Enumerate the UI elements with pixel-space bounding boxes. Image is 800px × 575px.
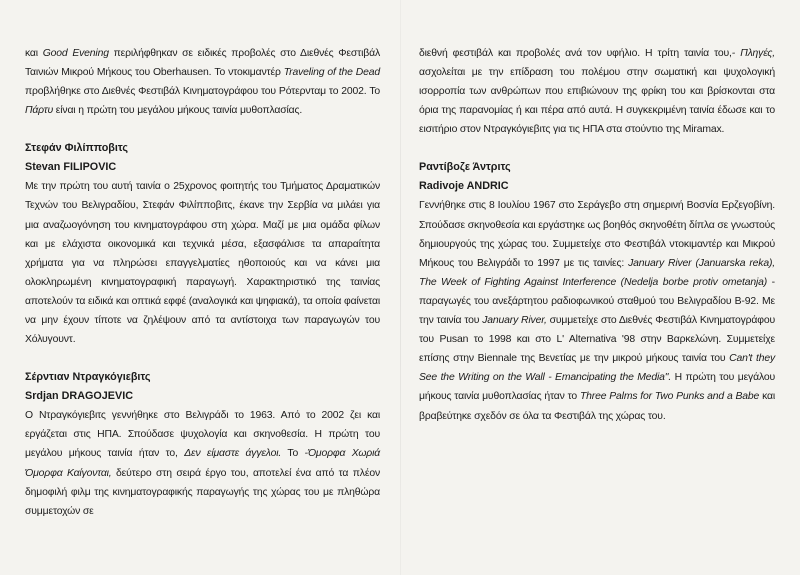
andric-name-latin: Radivoje ANDRIC: [419, 180, 509, 193]
andric-bio: Γεννήθηκε στις 8 Ιουλίου 1967 στο Σεράγεβο στη σημερινή Βοσνία Ερζεγοβίνη. Σπούδασε σκηνοθεσία και εργάστηκε ως βοηθός σκηνοθέτη δίπλα σε γνωστούς δημιουργούς της χώρας του. Συμμετείχε στο Φεστιβάλ ντοκιμαντέρ και Μικρού Μήκους του Βελιγράδι το 1997 με τις ταινίες: January River (Januarska reka), The Week of Fighting Against Interference (Nedelja borbe protiv ometanja) - παραγωγές του ανεξάρτητου ραδιοφωνικού σταθμού του Βελιγραδίου B-92. Με την ταινία του January River, συμμετείχε στο Διεθνές Φεστιβάλ Κινηματογράφου του Pusan το 1998 και στο L' Alternativa '98 στην Βαρκελώνη. Συμμετείχε επίσης στην Biennale της Βενετίας με την μικρού μήκους ταινία του Can't they See the Writing on the Wall - Emancipating the Media". Η πρώτη του μεγάλου μήκους ταινία μυθοπλασίας ήταν το Three Palms for Two Punks and a Babe και βραβεύτηκε σχεδόν σε όλα τα Φεστιβάλ της χώρας του.: [419, 200, 776, 422]
film-titles-january-river-week-of-fighting: January River (Januarska reka), The Week of Fighting Against Interference (Nedelja borbe protiv ometanja): [419, 257, 776, 288]
film-title-pretty-village: -Όμορφα Χωριά Όμορφα Καίγονται,: [25, 448, 381, 479]
dragojevic-name-greek: Σέρντιαν Ντραγκόγιεβιτς: [25, 371, 151, 384]
film-title-wounds: - Πληγές,: [731, 48, 775, 59]
andric-name-greek: Ραντίβοζε Άντριτς: [419, 161, 511, 174]
film-title-writing-on-the-wall: Can't they See the Writing on the Wall - Emancipating the Media".: [419, 353, 775, 384]
filipovic-name-greek: Στεφάν Φιλίπποβιτς: [25, 142, 129, 155]
dragojevic-bio: Ο Ντραγκόγιεβιτς γεννήθηκε στο Βελιγράδι το 1963. Από το 2002 ζει και εργάζεται στις ΗΠΑ. Σπούδασε ψυχολογία και σκηνοθεσία. Η πρώτη του μεγάλου μήκους ταινία ήταν το, Δεν είμαστε άγγελοι. Το -Όμορφα Χωριά Όμορφα Καίγονται, δεύτερο στη σειρά έργο του, αποτελεί ένα από τα πλέον δημοφιλή φιλμ της κινηματογραφικής παραγωγής της χώρας του με πληθώρα συμμετοχών σε: [25, 410, 381, 517]
right-column: [419, 44, 775, 426]
film-title-good-evening: Good Evening: [42, 48, 109, 59]
left-column: [25, 44, 380, 521]
film-title-traveling-of-the-dead: Traveling of the Dead: [283, 67, 380, 79]
filipovic-name-latin: Stevan FILIPOVIC: [25, 161, 117, 174]
film-title-three-palms: Three Palms for Two Punks and a Babe: [579, 391, 760, 403]
film-title-january-river: January River,: [482, 315, 547, 327]
dragojevic-name-latin: Srdjan DRAGOJEVIC: [25, 390, 133, 403]
intro-paragraph: και Good Evening περιλήφθηκαν σε ειδικές προβολές στο Διεθνές Φεστιβάλ Ταινιών Μικρού Μήκους του Oberhausen. Το ντοκιμαντέρ Traveling of the Dead προβλήθηκε στο Διεθνές Φεστιβάλ Κινηματογράφου του Ρότερνταμ το 2002. Το Πάρτυ είναι η πρώτη του μεγάλου μήκους ταινία μυθοπλασίας.: [25, 48, 380, 117]
page-gutter: [400, 0, 401, 575]
dragojevic-bio-continued: διεθνή φεστιβάλ και προβολές ανά τον υφήλιο. Η τρίτη ταινία του,- Πληγές, ασχολείται με την επίδραση του πολέμου στην σωματική και ψυχολογική ισορροπία των ανθρώπων που επιβιώνουν της φρίκη του και βρίσκονται στα όρια της παρανομίας ή και πέρα από αυτά. Η συγκεκριμένη ταινία έδωσε και το εισιτήριο στον Ντραγκόγιεβιτς για τις ΗΠΑ στα στούντιο της Miramax.: [419, 48, 775, 136]
film-title-we-are-not-angels: Δεν είμαστε άγγελοι.: [184, 448, 282, 460]
filipovic-bio: Με την πρώτη του αυτή ταινία ο 25χρονος φοιτητής του Τμήματος Δραματικών Τεχνών του Βελιγραδίου, Στεφάν Φιλίπποβιτς, έκανε την Σερβία να μιλάει για μια αναζωογόνηση του κινηματογράφου στη χώρα. Μαζί με μια ομάδα φίλων και με ελάχιστα οικονομικά και τεχνικά μέσα, εξασφάλισε τα απαραίτητα χρήματα για να πληρώσει επαγγελματίες ηθοποιούς και να κάνει μια ολοκληρωμένη κινηματογραφική παραγωγή. Χαρακτηριστικό της ταινίας αποτελούν τα ειδικά και οπτικά εφφέ (αναλογικά και ψηφιακά), τα οποία φαίνεται να μην έχουν τίποτε να ζηλέψουν από τα αντίστοιχα των παραγωγών του Χόλυγουντ.: [25, 181, 380, 346]
film-title-party: Πάρτυ: [25, 105, 54, 117]
